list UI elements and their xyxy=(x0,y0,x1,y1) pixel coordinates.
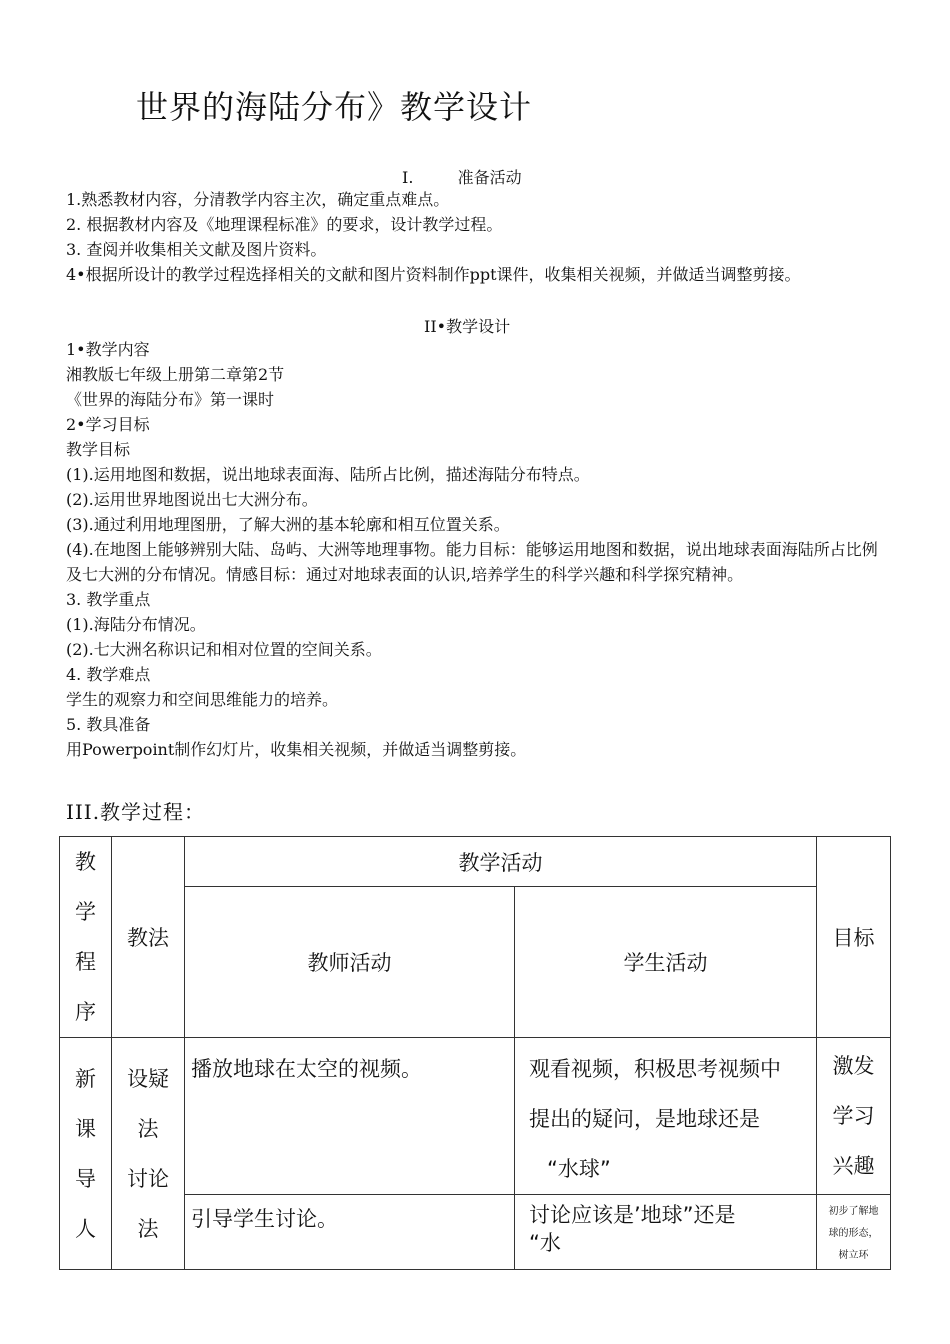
section1-heading-number: I. xyxy=(402,168,414,187)
content-line: (2).七大洲名称识记和相对位置的空间关系。 xyxy=(66,640,382,659)
header-method: 教法 xyxy=(112,837,185,1038)
teaching-process-table xyxy=(59,836,891,1270)
content-line: 4. 教学难点 xyxy=(66,665,151,684)
content-line: 湘教版七年级上册第二章第2节 xyxy=(66,365,285,384)
section2-heading: II•教学设计 xyxy=(424,317,511,336)
list-item: 2. 根据教材内容及《地理课程标准》的要求，设计教学过程。 xyxy=(66,215,503,234)
table-row xyxy=(60,1195,891,1270)
content-line: 《世界的海陆分布》第一课时 xyxy=(66,390,275,409)
section1-heading xyxy=(402,165,522,188)
header-teacher-activity: 教师活动 xyxy=(185,887,515,1038)
content-line: 2•学习目标 xyxy=(66,415,150,434)
content-line: 5. 教具准备 xyxy=(66,715,151,734)
content-line: 3. 教学重点 xyxy=(66,590,151,609)
section1-list xyxy=(66,187,892,287)
teacher-activity-cell: 播放地球在太空的视频。 xyxy=(185,1038,515,1195)
teacher-activity-cell: 引导学生讨论。 xyxy=(185,1195,515,1270)
content-line: (3).通过利用地理图册，了解大洲的基本轮廓和相互位置关系。 xyxy=(66,515,510,534)
list-item: 1.熟悉教材内容，分清教学内容主次，确定重点难点。 xyxy=(66,190,450,209)
student-activity-cell: 观看视频，积极思考视频中 提出的疑问，是地球还是 “水球” xyxy=(515,1038,817,1195)
goal-cell: 初步了解地 球的形态， 树立环 xyxy=(817,1195,891,1270)
header-student-activity: 学生活动 xyxy=(515,887,817,1038)
list-item: 4•根据所设计的教学过程选择相关的文献和图片资料制作ppt课件，收集相关视频，并做适当调整剪接。 xyxy=(66,265,801,284)
content-line: (2).运用世界地图说出七大洲分布。 xyxy=(66,490,318,509)
content-line: 用Powerpoint制作幻灯片，收集相关视频，并做适当调整剪接。 xyxy=(66,740,527,759)
list-item: 3. 查阅并收集相关文献及图片资料。 xyxy=(66,240,327,259)
document-title: 世界的海陆分布》教学设计 xyxy=(136,88,533,126)
content-line: (4).在地图上能够辨别大陆、岛屿、大洲等地理事物。能力目标：能够运用地图和数据，说出地球表面海陆所占比例及七大洲的分布情况。情感目标：通过对地球表面的认识,培养学生的科学兴趣和科学探究精神。 xyxy=(66,540,878,584)
content-line: 学生的观察力和空间思维能力的培养。 xyxy=(66,690,339,709)
header-goal: 目标 xyxy=(817,837,891,1038)
row-method: 设疑 法 讨论 法 xyxy=(112,1038,185,1270)
header-activity: 教学活动 xyxy=(185,837,817,887)
content-line: (1).海陆分布情况。 xyxy=(66,615,206,634)
student-activity-cell: 讨论应该是’地球”还是 “水 xyxy=(515,1195,817,1270)
header-program: 教 学 程 序 xyxy=(60,837,112,1038)
section3-heading: III.教学过程： xyxy=(66,800,206,824)
content-line: 教学目标 xyxy=(66,440,131,459)
table-row xyxy=(60,1038,891,1195)
content-line: (1).运用地图和数据，说出地球表面海、陆所占比例，描述海陆分布特点。 xyxy=(66,465,590,484)
section2-content xyxy=(66,337,892,762)
section1-heading-text: 准备活动 xyxy=(457,168,522,187)
content-line: 1•教学内容 xyxy=(66,340,150,359)
row-program: 新 课 导 人 xyxy=(60,1038,112,1270)
goal-cell: 激发 学习 兴趣 xyxy=(817,1038,891,1195)
